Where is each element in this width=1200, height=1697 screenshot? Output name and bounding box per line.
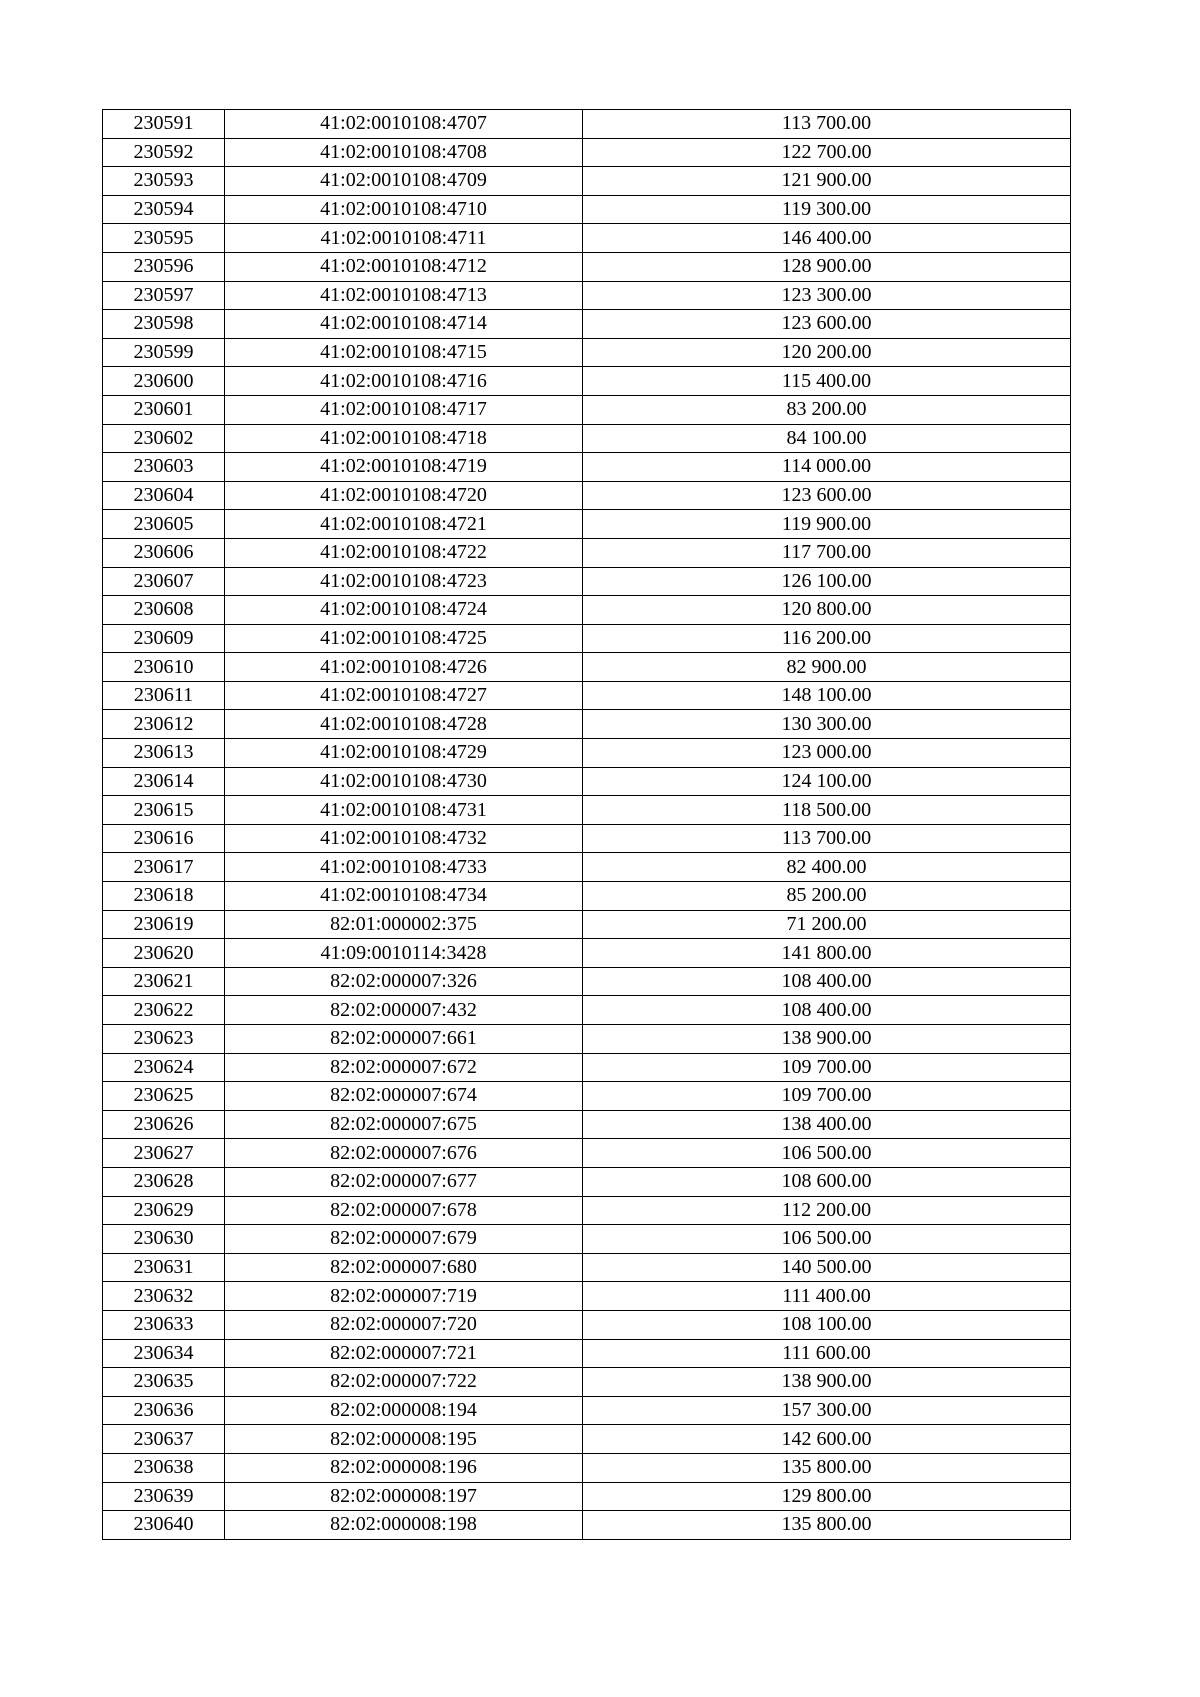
cadastral-value-cell: 108 400.00	[583, 996, 1071, 1025]
row-number-cell: 230620	[103, 939, 225, 968]
cadastral-number-cell: 82:02:000008:196	[225, 1453, 583, 1482]
table-row	[103, 110, 1071, 139]
cadastral-value-cell: 146 400.00	[583, 224, 1071, 253]
table-row	[103, 281, 1071, 310]
table-row	[103, 195, 1071, 224]
table-row	[103, 367, 1071, 396]
cadastral-number-cell: 82:02:000007:722	[225, 1368, 583, 1397]
cadastral-value-cell: 109 700.00	[583, 1053, 1071, 1082]
table-row	[103, 767, 1071, 796]
table-row	[103, 224, 1071, 253]
cadastral-value-cell: 71 200.00	[583, 910, 1071, 939]
cadastral-value-cell: 119 300.00	[583, 195, 1071, 224]
row-number-cell: 230631	[103, 1253, 225, 1282]
cadastral-value-cell: 141 800.00	[583, 939, 1071, 968]
cadastral-value-cell: 84 100.00	[583, 424, 1071, 453]
cadastral-value-cell: 82 400.00	[583, 853, 1071, 882]
cadastral-number-cell: 41:02:0010108:4714	[225, 310, 583, 339]
row-number-cell: 230596	[103, 252, 225, 281]
cadastral-number-cell: 82:02:000008:198	[225, 1511, 583, 1540]
cadastral-value-cell: 135 800.00	[583, 1453, 1071, 1482]
cadastral-number-cell: 41:02:0010108:4725	[225, 624, 583, 653]
table-row	[103, 1253, 1071, 1282]
table-body	[103, 110, 1071, 1540]
row-number-cell: 230637	[103, 1425, 225, 1454]
row-number-cell: 230593	[103, 167, 225, 196]
cadastral-value-cell: 138 900.00	[583, 1025, 1071, 1054]
cadastral-number-cell: 41:02:0010108:4718	[225, 424, 583, 453]
table-row	[103, 1053, 1071, 1082]
row-number-cell: 230591	[103, 110, 225, 139]
row-number-cell: 230603	[103, 453, 225, 482]
cadastral-number-cell: 82:02:000007:676	[225, 1139, 583, 1168]
cadastral-value-cell: 111 600.00	[583, 1339, 1071, 1368]
cadastral-value-cell: 115 400.00	[583, 367, 1071, 396]
cadastral-number-cell: 82:02:000007:661	[225, 1025, 583, 1054]
table-row	[103, 624, 1071, 653]
table-row	[103, 1339, 1071, 1368]
cadastral-number-cell: 82:02:000007:672	[225, 1053, 583, 1082]
cadastral-number-cell: 82:02:000007:679	[225, 1225, 583, 1254]
cadastral-number-cell: 41:02:0010108:4731	[225, 796, 583, 825]
row-number-cell: 230595	[103, 224, 225, 253]
cadastral-value-cell: 120 800.00	[583, 596, 1071, 625]
cadastral-number-cell: 41:02:0010108:4716	[225, 367, 583, 396]
cadastral-number-cell: 41:02:0010108:4707	[225, 110, 583, 139]
table-row	[103, 481, 1071, 510]
table-row	[103, 1396, 1071, 1425]
row-number-cell: 230597	[103, 281, 225, 310]
table-row	[103, 796, 1071, 825]
row-number-cell: 230609	[103, 624, 225, 653]
cadastral-value-cell: 83 200.00	[583, 395, 1071, 424]
cadastral-number-cell: 41:02:0010108:4711	[225, 224, 583, 253]
cadastral-value-cell: 109 700.00	[583, 1082, 1071, 1111]
cadastral-value-cell: 148 100.00	[583, 681, 1071, 710]
row-number-cell: 230610	[103, 653, 225, 682]
table-row	[103, 1225, 1071, 1254]
cadastral-number-cell: 41:02:0010108:4712	[225, 252, 583, 281]
cadastral-number-cell: 41:02:0010108:4722	[225, 538, 583, 567]
cadastral-value-table	[102, 109, 1071, 1540]
table-row	[103, 967, 1071, 996]
cadastral-number-cell: 82:01:000002:375	[225, 910, 583, 939]
table-row	[103, 681, 1071, 710]
table-row	[103, 138, 1071, 167]
cadastral-number-cell: 41:02:0010108:4717	[225, 395, 583, 424]
row-number-cell: 230602	[103, 424, 225, 453]
table-row	[103, 538, 1071, 567]
cadastral-number-cell: 82:02:000007:674	[225, 1082, 583, 1111]
cadastral-number-cell: 41:02:0010108:4726	[225, 653, 583, 682]
cadastral-value-cell: 123 000.00	[583, 739, 1071, 768]
cadastral-value-cell: 82 900.00	[583, 653, 1071, 682]
row-number-cell: 230638	[103, 1453, 225, 1482]
cadastral-value-cell: 111 400.00	[583, 1282, 1071, 1311]
cadastral-value-cell: 113 700.00	[583, 824, 1071, 853]
row-number-cell: 230624	[103, 1053, 225, 1082]
cadastral-value-cell: 106 500.00	[583, 1225, 1071, 1254]
row-number-cell: 230630	[103, 1225, 225, 1254]
table-row	[103, 739, 1071, 768]
row-number-cell: 230599	[103, 338, 225, 367]
table-row	[103, 1167, 1071, 1196]
cadastral-value-cell: 106 500.00	[583, 1139, 1071, 1168]
cadastral-number-cell: 41:02:0010108:4733	[225, 853, 583, 882]
row-number-cell: 230628	[103, 1167, 225, 1196]
cadastral-value-cell: 121 900.00	[583, 167, 1071, 196]
cadastral-value-cell: 128 900.00	[583, 252, 1071, 281]
row-number-cell: 230611	[103, 681, 225, 710]
table-row	[103, 252, 1071, 281]
table-row	[103, 1482, 1071, 1511]
cadastral-value-cell: 108 600.00	[583, 1167, 1071, 1196]
cadastral-value-cell: 120 200.00	[583, 338, 1071, 367]
cadastral-value-cell: 123 600.00	[583, 310, 1071, 339]
cadastral-value-cell: 119 900.00	[583, 510, 1071, 539]
row-number-cell: 230600	[103, 367, 225, 396]
row-number-cell: 230612	[103, 710, 225, 739]
cadastral-number-cell: 82:02:000007:680	[225, 1253, 583, 1282]
row-number-cell: 230615	[103, 796, 225, 825]
cadastral-number-cell: 41:02:0010108:4729	[225, 739, 583, 768]
row-number-cell: 230625	[103, 1082, 225, 1111]
cadastral-value-cell: 126 100.00	[583, 567, 1071, 596]
cadastral-number-cell: 82:02:000007:675	[225, 1110, 583, 1139]
table-row	[103, 882, 1071, 911]
cadastral-number-cell: 41:02:0010108:4719	[225, 453, 583, 482]
cadastral-value-cell: 157 300.00	[583, 1396, 1071, 1425]
cadastral-number-cell: 82:02:000007:721	[225, 1339, 583, 1368]
row-number-cell: 230618	[103, 882, 225, 911]
row-number-cell: 230604	[103, 481, 225, 510]
cadastral-number-cell: 82:02:000007:719	[225, 1282, 583, 1311]
cadastral-value-cell: 123 300.00	[583, 281, 1071, 310]
row-number-cell: 230636	[103, 1396, 225, 1425]
table-row	[103, 1139, 1071, 1168]
cadastral-number-cell: 82:02:000007:720	[225, 1310, 583, 1339]
cadastral-number-cell: 41:02:0010108:4713	[225, 281, 583, 310]
cadastral-value-cell: 129 800.00	[583, 1482, 1071, 1511]
cadastral-number-cell: 82:02:000008:197	[225, 1482, 583, 1511]
table-row	[103, 996, 1071, 1025]
cadastral-value-cell: 113 700.00	[583, 110, 1071, 139]
table-row	[103, 1082, 1071, 1111]
table-row	[103, 1282, 1071, 1311]
cadastral-value-cell: 118 500.00	[583, 796, 1071, 825]
cadastral-number-cell: 41:02:0010108:4709	[225, 167, 583, 196]
row-number-cell: 230621	[103, 967, 225, 996]
cadastral-value-cell: 85 200.00	[583, 882, 1071, 911]
row-number-cell: 230635	[103, 1368, 225, 1397]
cadastral-value-cell: 108 100.00	[583, 1310, 1071, 1339]
cadastral-value-cell: 135 800.00	[583, 1511, 1071, 1540]
cadastral-number-cell: 41:02:0010108:4720	[225, 481, 583, 510]
row-number-cell: 230623	[103, 1025, 225, 1054]
cadastral-value-cell: 130 300.00	[583, 710, 1071, 739]
table-row	[103, 167, 1071, 196]
table-row	[103, 710, 1071, 739]
cadastral-number-cell: 41:02:0010108:4727	[225, 681, 583, 710]
cadastral-number-cell: 82:02:000008:195	[225, 1425, 583, 1454]
table-row	[103, 1368, 1071, 1397]
cadastral-number-cell: 41:02:0010108:4728	[225, 710, 583, 739]
row-number-cell: 230622	[103, 996, 225, 1025]
cadastral-number-cell: 82:02:000007:432	[225, 996, 583, 1025]
row-number-cell: 230605	[103, 510, 225, 539]
table-row	[103, 1425, 1071, 1454]
cadastral-number-cell: 82:02:000008:194	[225, 1396, 583, 1425]
table-row	[103, 1453, 1071, 1482]
row-number-cell: 230594	[103, 195, 225, 224]
row-number-cell: 230626	[103, 1110, 225, 1139]
table-row	[103, 338, 1071, 367]
cadastral-number-cell: 41:02:0010108:4715	[225, 338, 583, 367]
cadastral-number-cell: 41:02:0010108:4710	[225, 195, 583, 224]
cadastral-number-cell: 82:02:000007:677	[225, 1167, 583, 1196]
table-row	[103, 1110, 1071, 1139]
cadastral-value-cell: 122 700.00	[583, 138, 1071, 167]
cadastral-number-cell: 41:02:0010108:4723	[225, 567, 583, 596]
row-number-cell: 230633	[103, 1310, 225, 1339]
cadastral-number-cell: 41:02:0010108:4734	[225, 882, 583, 911]
row-number-cell: 230639	[103, 1482, 225, 1511]
cadastral-value-cell: 140 500.00	[583, 1253, 1071, 1282]
row-number-cell: 230607	[103, 567, 225, 596]
table-row	[103, 395, 1071, 424]
table-row	[103, 1025, 1071, 1054]
row-number-cell: 230634	[103, 1339, 225, 1368]
row-number-cell: 230627	[103, 1139, 225, 1168]
row-number-cell: 230608	[103, 596, 225, 625]
cadastral-number-cell: 41:02:0010108:4732	[225, 824, 583, 853]
row-number-cell: 230614	[103, 767, 225, 796]
table-row	[103, 853, 1071, 882]
cadastral-value-cell: 117 700.00	[583, 538, 1071, 567]
table-row	[103, 653, 1071, 682]
row-number-cell: 230617	[103, 853, 225, 882]
row-number-cell: 230616	[103, 824, 225, 853]
table-row	[103, 824, 1071, 853]
cadastral-number-cell: 82:02:000007:678	[225, 1196, 583, 1225]
cadastral-value-cell: 138 900.00	[583, 1368, 1071, 1397]
row-number-cell: 230606	[103, 538, 225, 567]
cadastral-value-cell: 124 100.00	[583, 767, 1071, 796]
cadastral-number-cell: 41:02:0010108:4708	[225, 138, 583, 167]
row-number-cell: 230629	[103, 1196, 225, 1225]
cadastral-number-cell: 41:02:0010108:4730	[225, 767, 583, 796]
table-row	[103, 939, 1071, 968]
cadastral-number-cell: 41:02:0010108:4721	[225, 510, 583, 539]
row-number-cell: 230640	[103, 1511, 225, 1540]
row-number-cell: 230613	[103, 739, 225, 768]
table-row	[103, 1310, 1071, 1339]
cadastral-value-cell: 138 400.00	[583, 1110, 1071, 1139]
table-row	[103, 510, 1071, 539]
row-number-cell: 230592	[103, 138, 225, 167]
table-row	[103, 424, 1071, 453]
table-row	[103, 310, 1071, 339]
table-row	[103, 567, 1071, 596]
table-row	[103, 910, 1071, 939]
row-number-cell: 230601	[103, 395, 225, 424]
cadastral-value-cell: 123 600.00	[583, 481, 1071, 510]
cadastral-number-cell: 41:02:0010108:4724	[225, 596, 583, 625]
cadastral-value-cell: 108 400.00	[583, 967, 1071, 996]
table-row	[103, 453, 1071, 482]
cadastral-value-cell: 114 000.00	[583, 453, 1071, 482]
table-row	[103, 1511, 1071, 1540]
cadastral-number-cell: 82:02:000007:326	[225, 967, 583, 996]
cadastral-value-cell: 112 200.00	[583, 1196, 1071, 1225]
row-number-cell: 230619	[103, 910, 225, 939]
table-row	[103, 1196, 1071, 1225]
table-row	[103, 596, 1071, 625]
row-number-cell: 230632	[103, 1282, 225, 1311]
row-number-cell: 230598	[103, 310, 225, 339]
cadastral-number-cell: 41:09:0010114:3428	[225, 939, 583, 968]
cadastral-value-cell: 116 200.00	[583, 624, 1071, 653]
cadastral-value-cell: 142 600.00	[583, 1425, 1071, 1454]
